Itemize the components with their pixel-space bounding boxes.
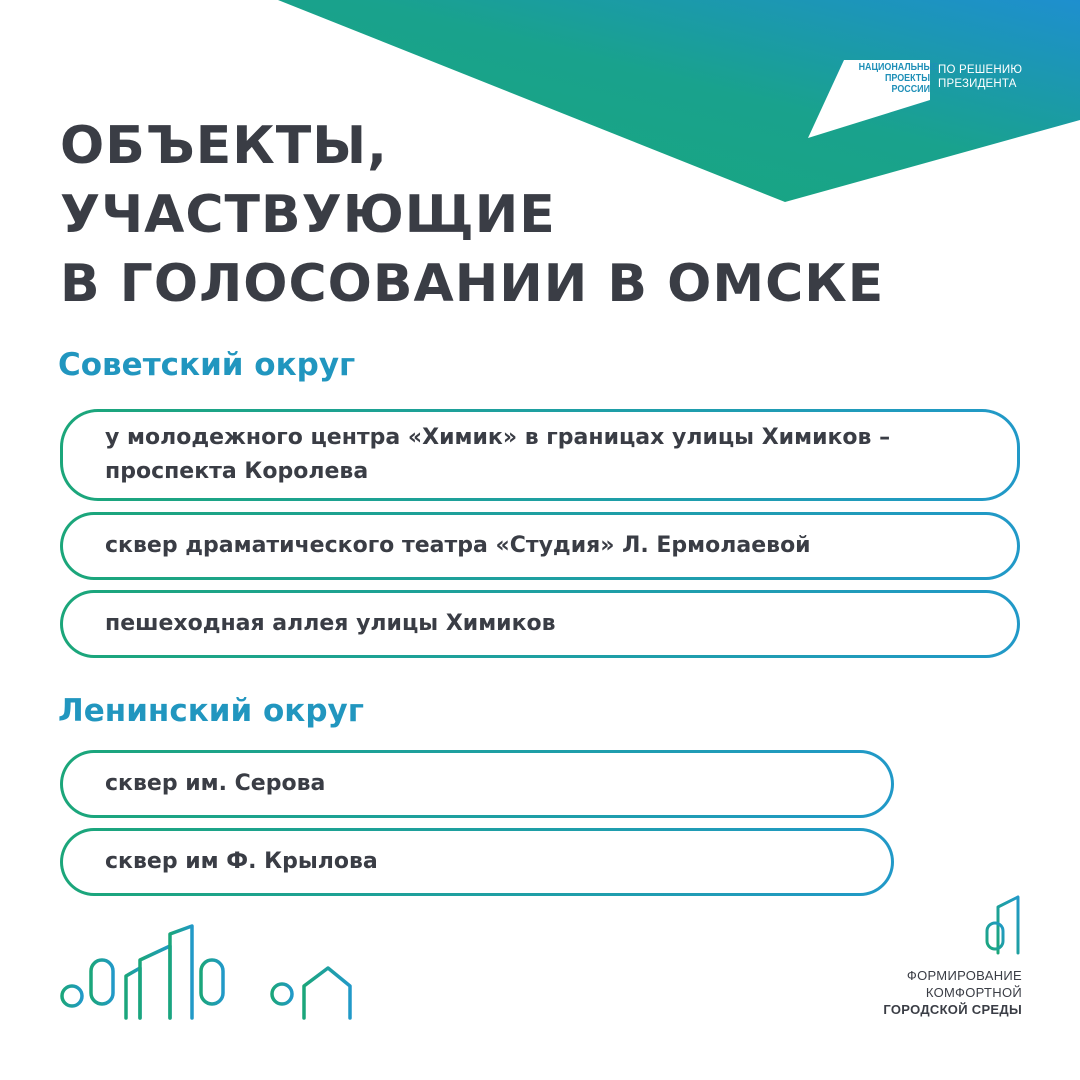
- logo-line: ГОРОДСКОЙ СРЕДЫ: [883, 1002, 1022, 1017]
- title-line: В ГОЛОСОВАНИИ В ОМСКЕ: [60, 254, 885, 314]
- logo-line: РОССИИ: [891, 83, 930, 95]
- object-card: [60, 828, 894, 896]
- object-name: сквер им Ф. Крылова: [105, 849, 378, 874]
- object-card: [60, 409, 1020, 501]
- page-title: [60, 112, 884, 319]
- president-slogan: [938, 63, 1022, 91]
- logo-line: ФОРМИРОВАНИЕ: [906, 968, 1022, 983]
- object-name: сквер им. Серова: [105, 771, 326, 796]
- city-skyline-icon: [58, 924, 358, 1024]
- title-line: ОБЪЕКТЫ,: [60, 116, 388, 176]
- object-card: [60, 590, 1020, 658]
- object-card: [60, 750, 894, 818]
- object-card: [60, 512, 1020, 580]
- tree-building-icon: [984, 895, 1022, 957]
- logo-line: НАЦИОНАЛЬНЫЕ: [858, 61, 939, 73]
- logo-line: ПРОЕКТЫ: [884, 72, 930, 84]
- object-name-line: у молодежного центра «Химик» в границах улицы Химиков –: [105, 425, 891, 450]
- slogan-line: ПРЕЗИДЕНТА: [938, 78, 1017, 90]
- object-name: сквер драматического театра «Студия» Л. Ермолаевой: [105, 533, 811, 558]
- title-line: УЧАСТВУЮЩИЕ: [60, 185, 556, 245]
- slogan-line: ПО РЕШЕНИЮ: [938, 64, 1023, 76]
- district-heading-sovetsky: Советский округ: [58, 347, 356, 383]
- district-heading-leninsky: Ленинский округ: [58, 693, 364, 729]
- national-projects-logo-text: [858, 61, 939, 95]
- logo-line: КОМФОРТНОЙ: [925, 985, 1022, 1000]
- object-name-line: проспекта Королева: [105, 459, 369, 484]
- comfortable-city-logo: [870, 895, 1022, 1025]
- object-name: [105, 421, 890, 489]
- object-name: пешеходная аллея улицы Химиков: [105, 611, 556, 636]
- comfortable-city-logo-text: [883, 967, 1022, 1018]
